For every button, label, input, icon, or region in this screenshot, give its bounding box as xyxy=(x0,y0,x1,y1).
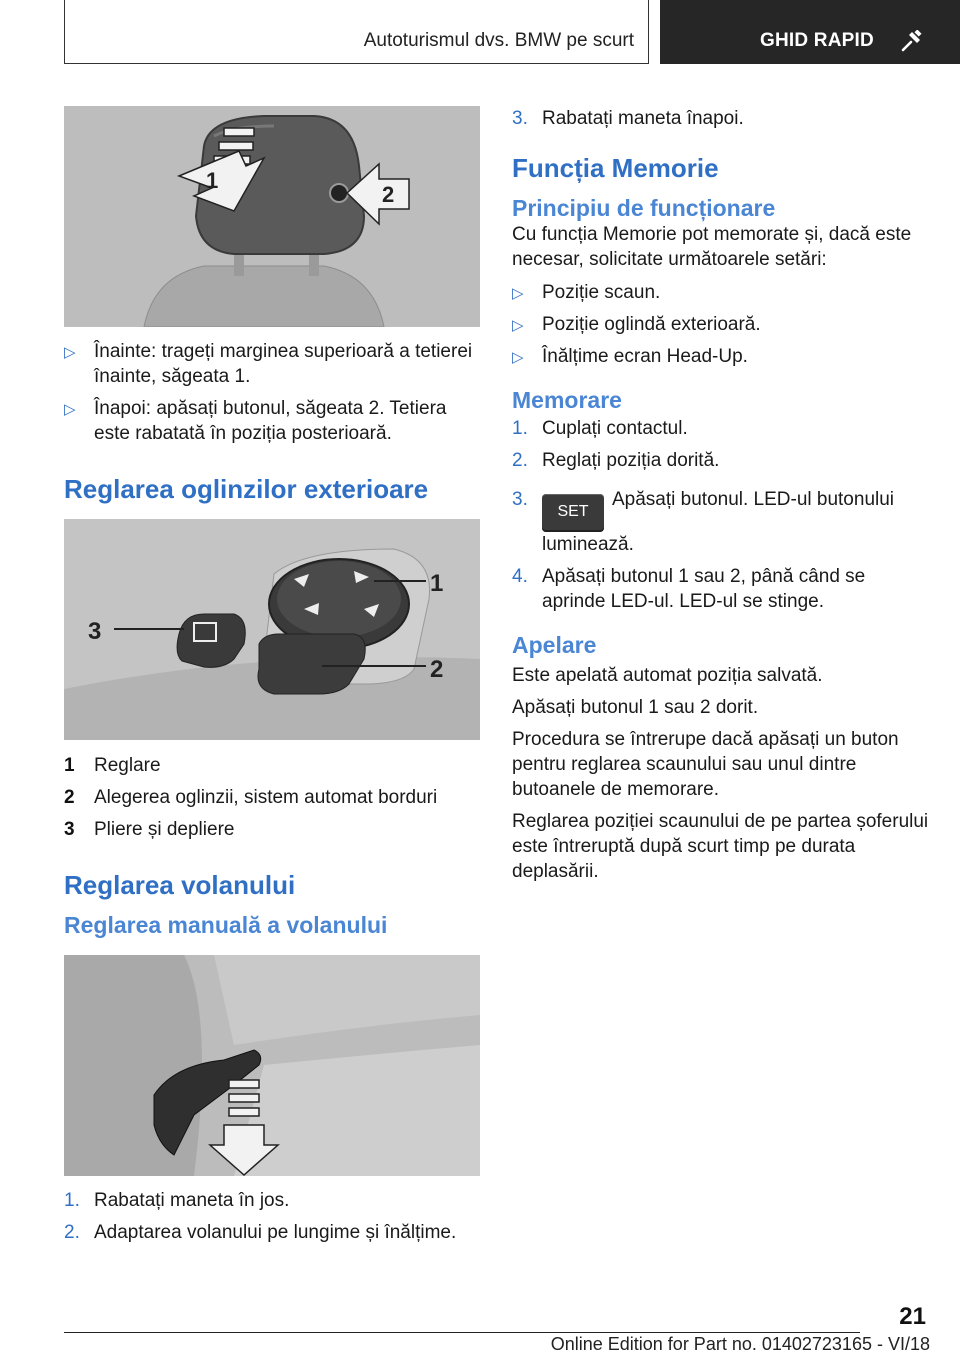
list-item: 3. SETApăsați butonul. LED-ul butonului luminează. xyxy=(512,489,895,555)
subheading-store: Memorare xyxy=(512,387,622,413)
heading-memory: Funcția Memorie xyxy=(512,153,719,183)
list-item: ▷ Poziție oglindă exterioară. xyxy=(512,312,932,337)
fig2-label-1: 1 xyxy=(430,570,444,597)
fig2-label-3: 3 xyxy=(88,618,102,645)
wheel-steps xyxy=(64,1188,480,1245)
list-item: 2. Adaptarea volanului pe lungime și înălțime. xyxy=(64,1222,457,1243)
list-item: ▷ Înapoi: apăsați butonul, săgeata 2. Tetiera este rabatată în poziția posterioară. xyxy=(64,398,447,444)
list-item: 2 Alegerea oglinzii, sistem automat borduri xyxy=(64,787,438,808)
subheading-principle: Principiu de funcționare xyxy=(512,195,776,221)
list-item: 4. Apăsați butonul 1 sau 2, până când se aprinde LED-ul. LED-ul se stinge. xyxy=(512,566,866,612)
subheading-recall: Apelare xyxy=(512,632,597,658)
principle-bullets xyxy=(512,280,932,369)
list-item: ▷ Înălțime ecran Head-Up. xyxy=(512,344,932,369)
recall-paragraph: Reglarea poziției scaunului de pe partea șoferului este întreruptă după scurt timp pe durata deplasării. xyxy=(512,811,929,882)
list-item: ▷ Înainte: trageți marginea superioară a tetierei înainte, săgeata 1. xyxy=(64,341,473,387)
store-steps xyxy=(512,416,932,614)
left-column xyxy=(64,106,480,1252)
edition-text: Online Edition for Part no. 01402723165 - VI/18 xyxy=(550,1334,930,1354)
list-item: 1. Rabatați maneta în jos. xyxy=(64,1190,290,1211)
triangle-right-icon: ▷ xyxy=(512,317,524,334)
header-title-box xyxy=(64,0,649,64)
page-number: 21 xyxy=(899,1303,926,1330)
principle-text: Cu funcția Memorie pot memorate și, dacă este necesar, solicitate următoarele setări: xyxy=(512,224,912,270)
recall-paragraph: Este apelată automat poziția salvată. xyxy=(512,665,823,686)
list-item: 1 Reglare xyxy=(64,755,161,776)
headrest-bullets xyxy=(64,339,480,446)
recall-paragraph: Procedura se întrerupe dacă apăsați un buton pentru reglarea scaunului sau unul dintre butoanele de memorare. xyxy=(512,729,899,800)
mirror-legend xyxy=(64,753,480,842)
triangle-right-icon: ▷ xyxy=(64,401,76,418)
heading-mirrors: Reglarea oglinzilor exterioare xyxy=(64,474,429,504)
steering-lever-figure xyxy=(64,955,480,1176)
list-item: 2. Reglați poziția dorită. xyxy=(512,450,720,471)
set-button[interactable]: SET xyxy=(542,494,604,532)
section-label: GHID RAPID xyxy=(760,30,874,51)
subheading-wheel: Reglarea manuală a volanului xyxy=(64,912,388,938)
fig1-label-2: 2 xyxy=(382,182,395,207)
fig2-label-2: 2 xyxy=(430,656,444,683)
fig1-label-1: 1 xyxy=(206,168,219,193)
list-item: 3 Pliere și depliere xyxy=(64,819,235,840)
mirror-controls-figure xyxy=(64,519,480,740)
doc-title: Autoturismul dvs. BMW pe scurt xyxy=(363,30,634,51)
list-item: 1. Cuplați contactul. xyxy=(512,418,688,439)
pin-icon xyxy=(900,30,924,57)
triangle-right-icon: ▷ xyxy=(64,344,76,361)
triangle-right-icon: ▷ xyxy=(512,349,524,366)
header-section-tab[interactable] xyxy=(660,0,960,64)
heading-wheel: Reglarea volanului xyxy=(64,870,296,900)
triangle-right-icon: ▷ xyxy=(512,285,524,302)
recall-paragraph: Apăsați butonul 1 sau 2 dorit. xyxy=(512,697,759,718)
wheel-step-3 xyxy=(512,106,932,131)
headrest-figure xyxy=(64,106,480,327)
footer-divider xyxy=(64,1332,860,1333)
list-item: 3. Rabatați maneta înapoi. xyxy=(512,108,744,129)
list-item: ▷ Poziție scaun. xyxy=(512,280,932,305)
right-column xyxy=(512,106,932,884)
